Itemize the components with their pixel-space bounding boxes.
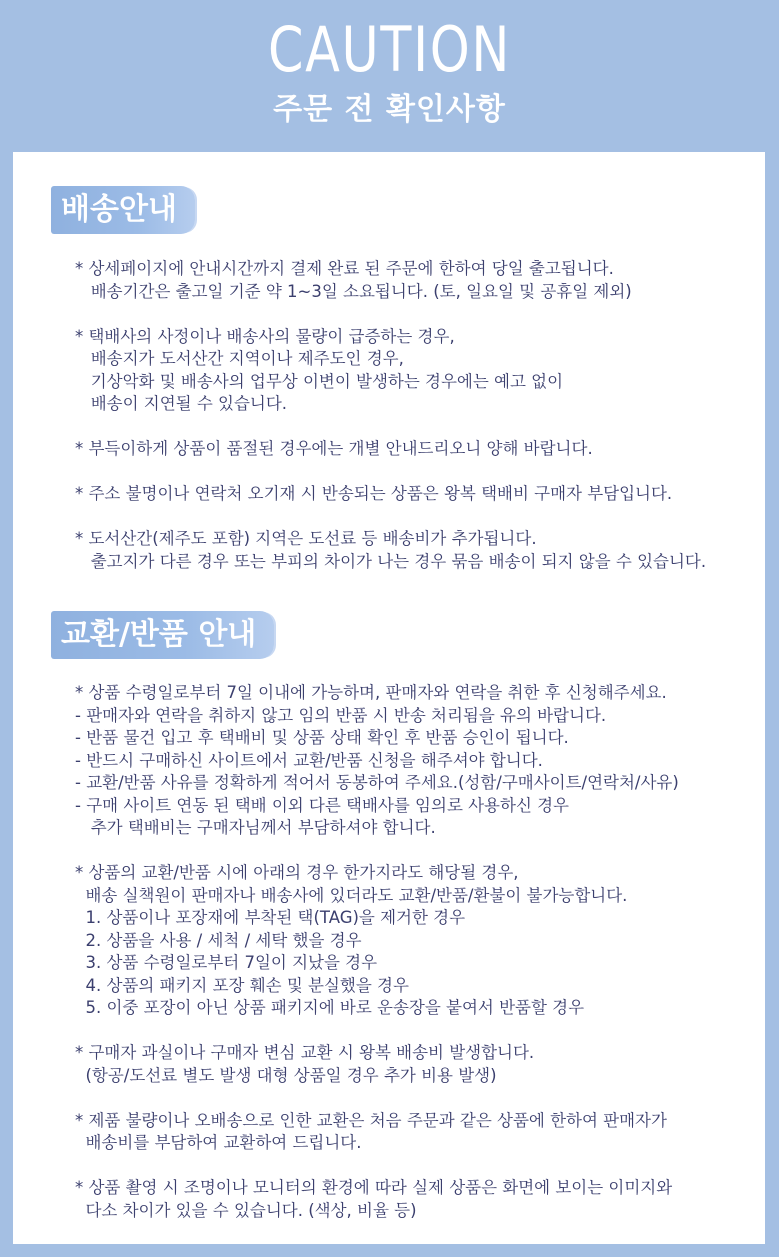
shipping-line: [75, 506, 775, 529]
returns-line: - 구매 사이트 연동 된 택배 이외 다른 택배사를 임의로 사용하신 경우: [75, 795, 570, 815]
header: [0, 0, 779, 152]
content-panel: [13, 152, 765, 1244]
returns-line: 다소 차이가 있을 수 있습니다. (색상, 비율 등): [75, 1200, 417, 1220]
returns-section-body: [75, 682, 775, 1222]
returns-line: - 교환/반품 사유를 정확하게 적어서 동봉하여 주세요.(성함/구매사이트/연락처/사유): [75, 773, 679, 792]
returns-line: [75, 840, 775, 863]
returns-line: 4. 상품의 패키지 포장 훼손 및 분실했을 경우: [75, 975, 409, 995]
returns-line: 5. 이중 포장이 아닌 상품 패키지에 바로 운송장을 붙여서 반품할 경우: [75, 998, 585, 1017]
returns-line: 1. 상품이나 포장재에 부착된 택(TAG)을 제거한 경우: [75, 908, 466, 927]
returns-line: * 상품 촬영 시 조명이나 모니터의 환경에 따라 실제 상품은 화면에 보이는 이미지와: [75, 1178, 673, 1197]
shipping-line: 출고지가 다른 경우 또는 부피의 차이가 나는 경우 묶음 배송이 되지 않을 수 있습니다.: [75, 551, 707, 571]
returns-line: (항공/도선료 별도 발생 대형 상품일 경우 추가 비용 발생): [75, 1065, 497, 1085]
shipping-line: * 택배사의 사정이나 배송사의 물량이 급증하는 경우,: [75, 326, 455, 346]
returns-line: [75, 1087, 775, 1110]
shipping-line: 배송기간은 출고일 기준 약 1~3일 소요됩니다. (토, 일요일 및 공휴일 제외): [75, 281, 632, 301]
returns-line: 배송비를 부담하여 교환하여 드립니다.: [75, 1133, 362, 1152]
returns-line: * 구매자 과실이나 구매자 변심 교환 시 왕복 배송비 발생합니다.: [75, 1043, 535, 1062]
returns-section-label: 교환/반품 안내: [51, 611, 274, 659]
returns-line: 추가 택배비는 구매자님께서 부담하셔야 합니다.: [75, 818, 436, 837]
returns-line: - 반드시 구매하신 사이트에서 교환/반품 신청을 해주셔야 합니다.: [75, 750, 543, 770]
shipping-line: [75, 416, 775, 439]
returns-line: * 상품의 교환/반품 시에 아래의 경우 한가지라도 해당될 경우,: [75, 863, 519, 882]
returns-line: - 반품 물건 입고 후 택배비 및 상품 상태 확인 후 반품 승인이 됩니다.: [75, 728, 569, 747]
shipping-section-body: [75, 258, 775, 573]
returns-line: * 제품 불량이나 오배송으로 인한 교환은 처음 주문과 같은 상품에 한하여 판매자가: [75, 1110, 667, 1130]
shipping-line: * 주소 불명이나 연락처 오기재 시 반송되는 상품은 왕복 택배비 구매자 부담입니다.: [75, 484, 673, 503]
shipping-line: * 도서산간(제주도 포함) 지역은 도선료 등 배송비가 추가됩니다.: [75, 529, 537, 548]
returns-line: [75, 1155, 775, 1178]
shipping-line: [75, 303, 775, 326]
returns-line: - 판매자와 연락을 취하지 않고 임의 반품 시 반송 처리됨을 유의 바랍니다.: [75, 705, 607, 725]
shipping-line: 기상악화 및 배송사의 업무상 이변이 발생하는 경우에는 예고 없이: [75, 371, 564, 391]
returns-line: * 상품 수령일로부터 7일 이내에 가능하며, 판매자와 연락을 취한 후 신청해주세요.: [75, 683, 667, 702]
shipping-line: [75, 461, 775, 484]
returns-line: 배송 실책원이 판매자나 배송사에 있더라도 교환/반품/환불이 불가능합니다.: [75, 885, 628, 905]
shipping-line: * 부득이하게 상품이 품절된 경우에는 개별 안내드리오니 양해 바랍니다.: [75, 439, 593, 458]
page-title: CAUTION: [267, 13, 512, 86]
shipping-section-label: 배송안내: [51, 186, 195, 234]
returns-line: 2. 상품을 사용 / 세척 / 세탁 했을 경우: [75, 930, 362, 950]
returns-line: 3. 상품 수령일로부터 7일이 지났을 경우: [75, 953, 378, 972]
shipping-line: 배송이 지연될 수 있습니다.: [75, 394, 288, 413]
shipping-line: * 상세페이지에 안내시간까지 결제 완료 된 주문에 한하여 당일 출고됩니다.: [75, 259, 614, 278]
shipping-line: 배송지가 도서산간 지역이나 제주도인 경우,: [75, 349, 404, 368]
returns-line: [75, 1020, 775, 1043]
page-subtitle: 주문 전 확인사항: [273, 92, 506, 127]
